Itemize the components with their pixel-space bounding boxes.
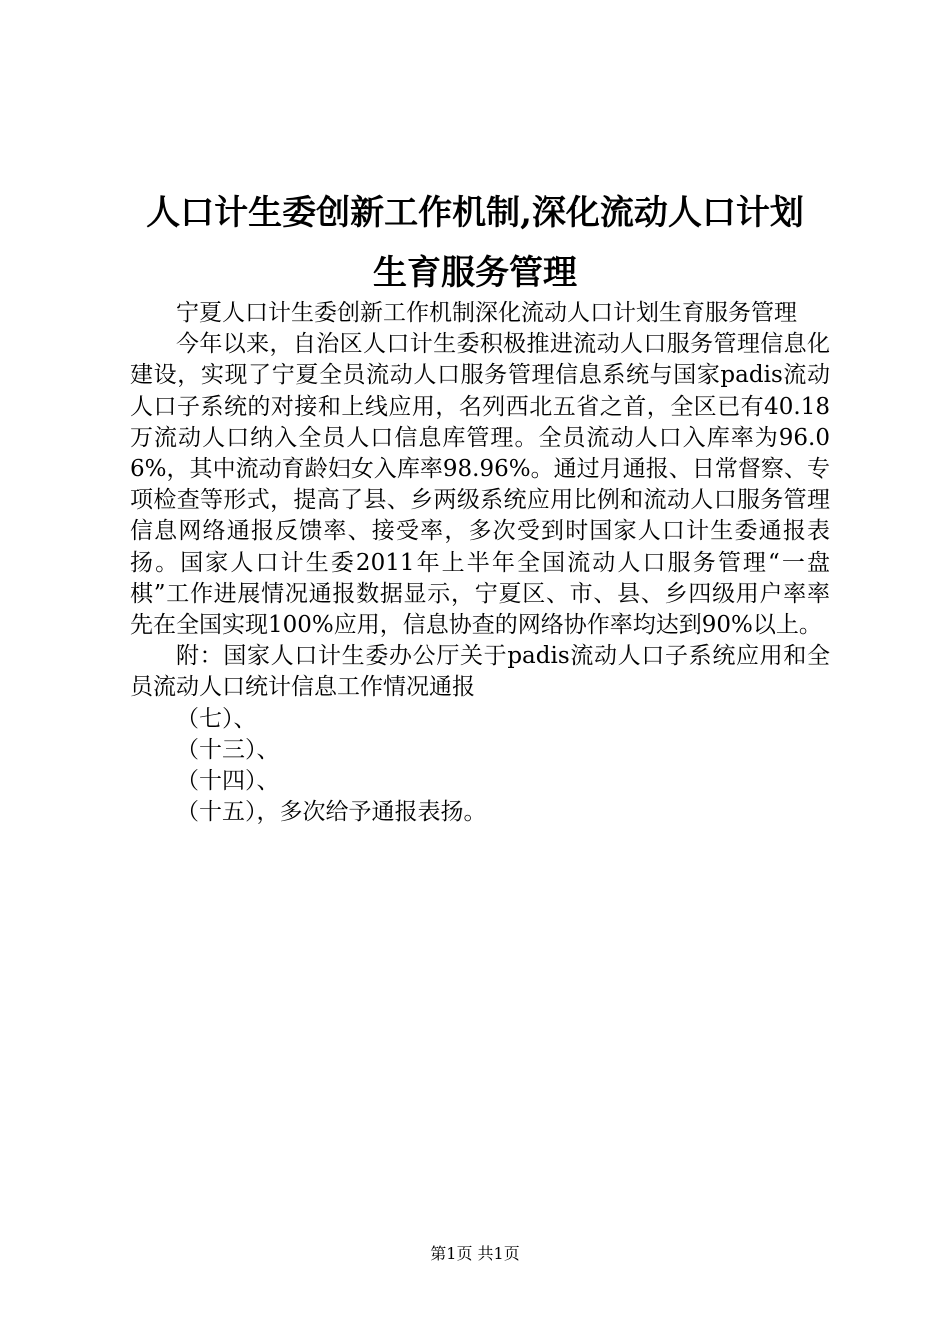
document-body bbox=[130, 298, 830, 828]
title-line-1: 人口计生委创新工作机制,深化流动人口计划 bbox=[146, 193, 804, 233]
list-item-15: （十五），多次给予通报表扬。 bbox=[176, 799, 487, 826]
title-line-2: 生育服务管理 bbox=[373, 253, 577, 293]
list-item-14: （十四）、 bbox=[176, 768, 280, 795]
paragraph-attachment: 附：国家人口计生委办公厅关于padis流动人口子系统应用和全员流动人口统计信息工作情况通报 bbox=[130, 643, 830, 701]
list-item-13: （十三）、 bbox=[176, 736, 280, 763]
paragraph-subtitle: 宁夏人口计生委创新工作机制深化流动人口计划生育服务管理 bbox=[176, 300, 797, 326]
document-title bbox=[100, 183, 850, 303]
page-footer: 第1页 共1页 bbox=[430, 1244, 520, 1263]
paragraph-main: 今年以来，自治区人口计生委积极推进流动人口服务管理信息化建设，实现了宁夏全员流动人口服务管理信息系统与国家padis流动人口子系统的对接和上线应用，名列西北五省之首，全区已有40.18万流动人口纳入全员人口信息库管理。全员流动人口入库率为96.06%，其中流动育龄妇女入库率98.96%。通过月通报、日常督察、专项检查等形式，提高了县、乡两级系统应用比例和流动人口服务管理信息网络通报反馈率、接受率，多次受到时国家人口计生委通报表扬。国家人口计生委2011年上半年全国流动人口服务管理“一盘棋”工作进展情况通报数据显示，宁夏区、市、县、乡四级用户率率先在全国实现100%应用，信息协查的网络协作率均达到90%以上。 bbox=[130, 331, 830, 639]
list-item-7: （七）、 bbox=[176, 705, 257, 732]
